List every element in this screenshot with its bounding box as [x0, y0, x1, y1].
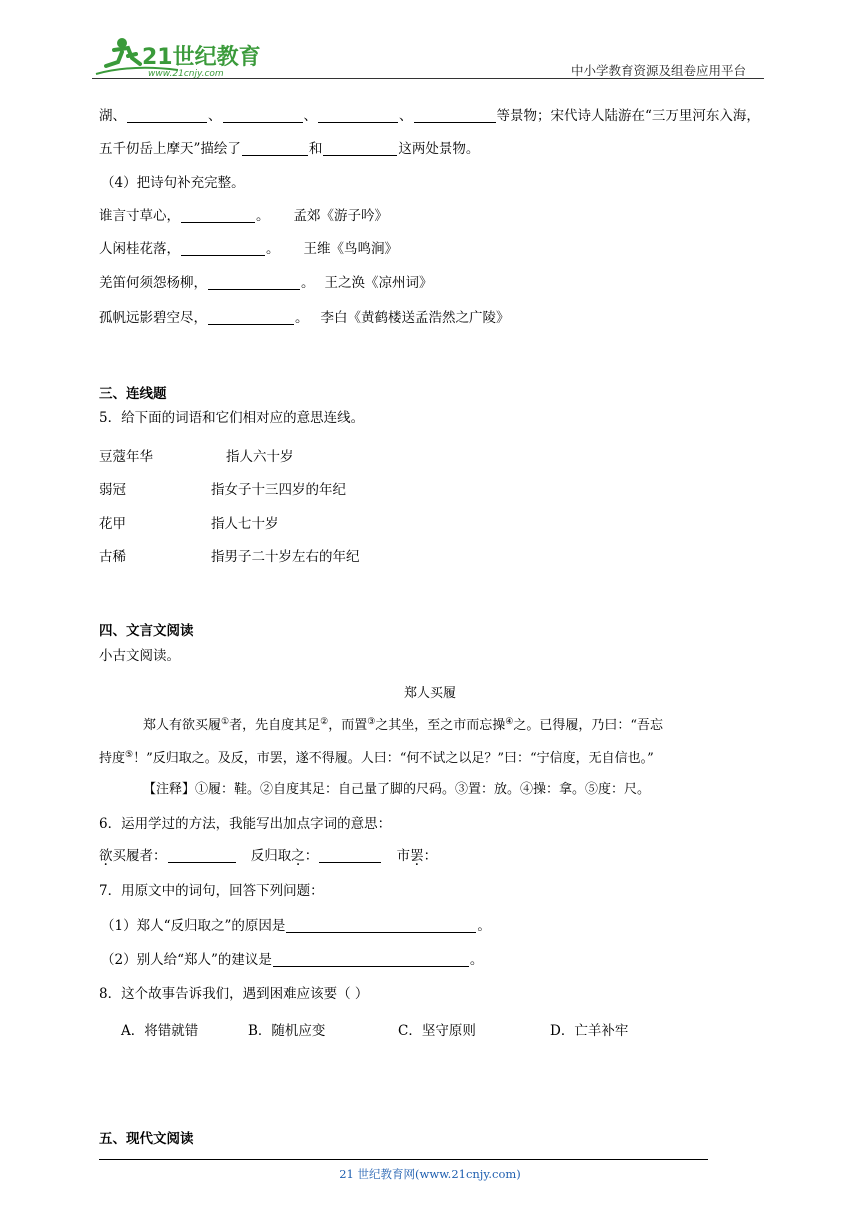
match-left-2[interactable]: 弱冠 — [99, 482, 126, 498]
q7-part2: （2）别人给“郑人”的建议是 。 — [101, 952, 484, 968]
passage-intro: 小古文阅读。 — [99, 648, 180, 664]
option-a[interactable]: A．将错就错 — [121, 1023, 199, 1039]
q3-line2: 五千仞岳上摩天”描绘了 和 这两处景物。 — [99, 141, 480, 157]
blank-input[interactable] — [181, 208, 255, 223]
option-b[interactable]: B．随机应变 — [248, 1023, 326, 1039]
header-divider — [92, 78, 764, 79]
match-left-4[interactable]: 古稀 — [99, 549, 126, 565]
q7-prompt: 7．用原文中的词句，回答下列问题： — [99, 883, 324, 899]
footer-link[interactable]: 21 世纪教育网(www.21cnjy.com) — [339, 1167, 521, 1181]
blank-input[interactable] — [181, 241, 265, 256]
site-logo — [92, 34, 262, 80]
passage-title: 郑人买履 — [403, 686, 456, 701]
q4-title: （4）把诗句补充完整。 — [101, 175, 245, 191]
platform-name: 中小学教育资源及组卷应用平台 — [571, 63, 747, 78]
passage-notes: 【注释】①履：鞋。②自度其足：自己量了脚的尺码。③置：放。④操：拿。⑤度：尺。 — [143, 782, 651, 797]
section-heading-3: 三、连线题 — [99, 386, 167, 402]
svg-text:21世纪教育: 21世纪教育 — [142, 45, 261, 70]
match-left-1[interactable]: 豆蔻年华 — [99, 449, 153, 465]
blank-input[interactable] — [318, 108, 398, 123]
blank-input[interactable] — [242, 141, 308, 156]
blank-input[interactable] — [414, 108, 496, 123]
blank-input[interactable] — [208, 310, 294, 325]
blank-input[interactable] — [223, 108, 303, 123]
poem-line-4: 孤帆远影碧空尽， 。 李白《黄鹤楼送孟浩然之广陵》 — [99, 310, 510, 326]
option-d[interactable]: D．亡羊补牢 — [550, 1023, 629, 1039]
blank-input[interactable] — [273, 952, 469, 967]
q7-part1: （1）郑人“反归取之”的原因是 。 — [101, 918, 491, 934]
section-heading-5: 五、现代文阅读 — [99, 1131, 194, 1147]
blank-input[interactable] — [208, 275, 300, 290]
footer-divider — [99, 1159, 708, 1160]
q5-prompt: 5．给下面的词语和它们相对应的意思连线。 — [99, 410, 365, 426]
q3-line1: 湖、 、 、 、 等景物；宋代诗人陆游在“三万里河东入海， — [99, 108, 760, 124]
option-c[interactable]: C．坚守原则 — [398, 1023, 476, 1039]
blank-input[interactable] — [323, 141, 397, 156]
match-right-1[interactable]: 指人六十岁 — [226, 449, 294, 465]
svg-text:www.21cnjy.com: www.21cnjy.com — [148, 69, 224, 79]
passage-line-2: 持度⑤！”反归取之。及反，市罢，遂不得履。人曰：“何不试之以足？”曰：“宁信度，无自信也。” — [99, 750, 654, 766]
blank-input[interactable] — [168, 848, 236, 863]
blank-input[interactable] — [286, 918, 476, 933]
poem-line-2: 人闲桂花落， 。 王维《鸟鸣涧》 — [99, 241, 398, 257]
poem-line-3: 羌笛何须怨杨柳， 。 王之涣《凉州词》 — [99, 275, 433, 291]
q6-answers: 欲买履者： 反归取之： 市罢： — [99, 848, 438, 864]
match-right-4[interactable]: 指男子二十岁左右的年纪 — [211, 549, 360, 565]
match-right-3[interactable]: 指人七十岁 — [211, 516, 279, 532]
match-left-3[interactable]: 花甲 — [99, 516, 126, 532]
poem-line-1: 谁言寸草心， 。 孟郊《游子吟》 — [99, 208, 388, 224]
match-right-2[interactable]: 指女子十三四岁的年纪 — [211, 482, 346, 498]
q8-prompt: 8．这个故事告诉我们，遇到困难应该要（ ） — [99, 986, 369, 1002]
q6-prompt: 6．运用学过的方法，我能写出加点字词的意思： — [99, 816, 392, 832]
section-heading-4: 四、文言文阅读 — [99, 623, 194, 639]
passage-line-1: 郑人有欲买履①者，先自度其足②，而置③之其坐，至之市而忘操④之。已得履，乃曰：“吾忘 — [143, 717, 664, 733]
blank-input[interactable] — [319, 848, 381, 863]
blank-input[interactable] — [127, 108, 207, 123]
